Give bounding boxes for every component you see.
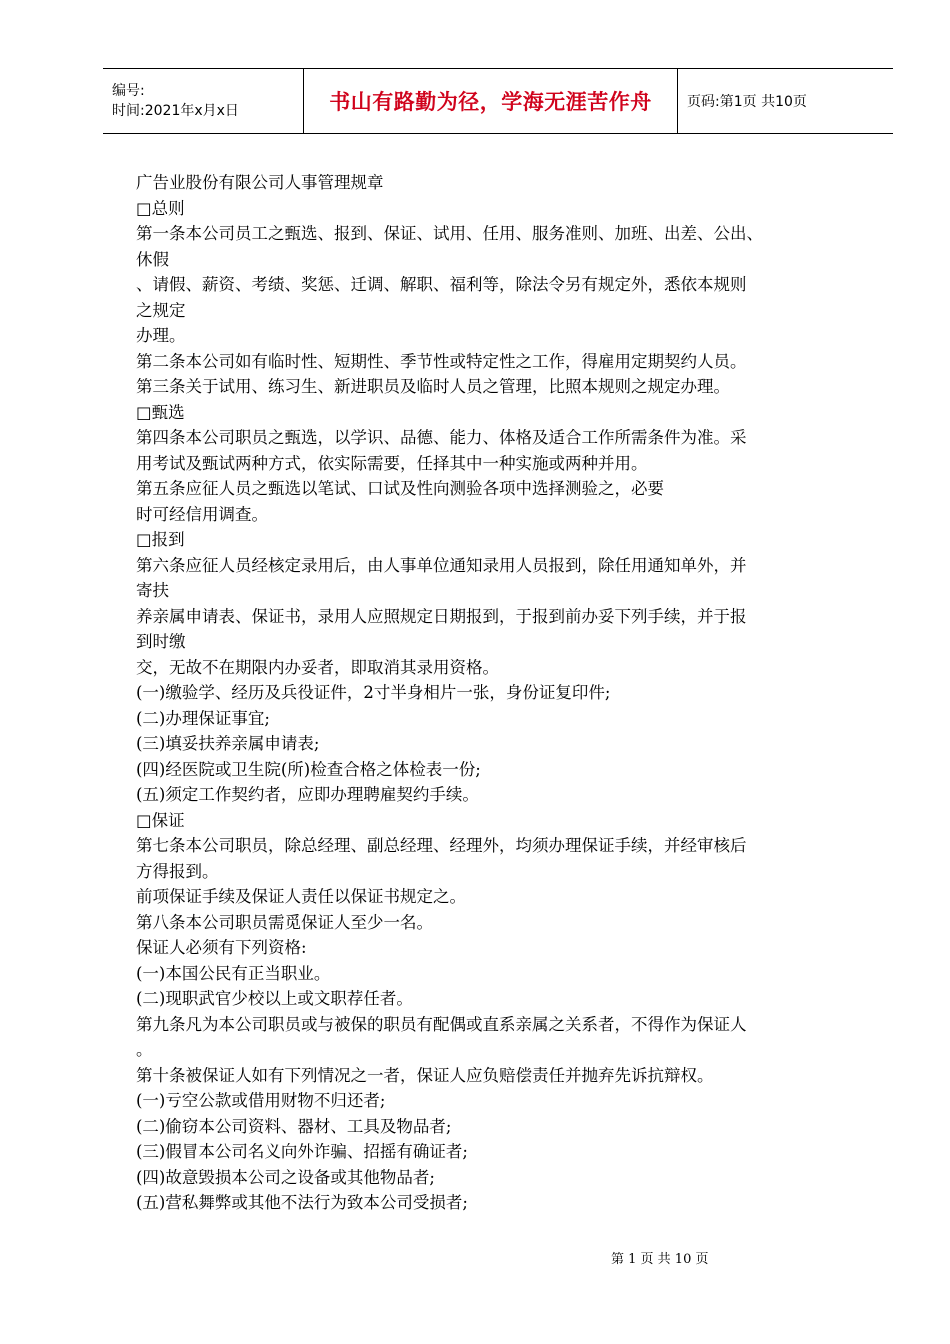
body-line: 到时缴 — [136, 632, 186, 651]
body-line: (三)假冒本公司名义向外诈骗、招摇有确证者; — [136, 1142, 468, 1161]
body-line: 第七条本公司职员，除总经理、副总经理、经理外，均须办理保证手续，并经审核后 — [136, 836, 747, 855]
body-line: 方得报到。 — [136, 861, 219, 881]
body-line: 寄扶 — [136, 581, 169, 600]
body-line: (四)故意毁损本公司之设备或其他物品者; — [136, 1167, 435, 1187]
header-motto: 书山有路勤为径，学海无涯苦作舟 — [329, 90, 652, 114]
body-line: (一)本国公民有正当职业。 — [136, 963, 331, 983]
body-line: 保证人必须有下列资格: — [136, 938, 307, 957]
body-line: 休假 — [136, 249, 169, 269]
body-line: 第五条应征人员之甄选以笔试、口试及性向测验各项中选择测验之，必要 — [136, 479, 664, 498]
body-line: 养亲属申请表、保证书，录用人应照规定日期报到，于报到前办妥下列手续，并于报 — [136, 606, 747, 626]
body-line: (三)填妥扶养亲属申请表; — [136, 734, 320, 753]
document-number-label: 编号: — [112, 83, 145, 99]
body-line: □保证 — [136, 810, 185, 830]
body-line: 时可经信用调查。 — [136, 504, 268, 524]
header-page-cell — [678, 69, 893, 133]
header-motto-cell — [304, 69, 678, 133]
body-line: □报到 — [136, 530, 185, 549]
body-line: 广告业股份有限公司人事管理规章 — [136, 173, 384, 192]
body-line: 之规定 — [136, 300, 186, 320]
body-line: (二)偷窃本公司资料、器材、工具及物品者; — [136, 1116, 452, 1136]
body-line: (二)办理保证事宜; — [136, 708, 270, 728]
body-line: (五)营私舞弊或其他不法行为致本公司受损者; — [136, 1193, 468, 1212]
body-line: 第十条被保证人如有下列情况之一者，保证人应负赔偿责任并抛弃先诉抗辩权。 — [136, 1065, 714, 1085]
header-meta-cell — [103, 69, 304, 133]
body-line: (一)缴验学、经历及兵役证件，2寸半身相片一张，身份证复印件; — [136, 683, 611, 702]
body-line: 交，无故不在期限内办妥者，即取消其录用资格。 — [136, 657, 499, 677]
body-line: 前项保证手续及保证人责任以保证书规定之。 — [136, 887, 466, 906]
document-date-label: 时间:2021年x月x日 — [112, 103, 239, 119]
body-line: 办理。 — [136, 326, 186, 345]
body-line: 第三条关于试用、练习生、新进职员及临时人员之管理，比照本规则之规定办理。 — [136, 377, 730, 396]
body-line: 、请假、薪资、考绩、奖惩、迁调、解职、福利等，除法令另有规定外，悉依本规则 — [136, 275, 747, 294]
body-line: 第二条本公司如有临时性、短期性、季节性或特定性之工作，得雇用定期契约人员。 — [136, 351, 747, 371]
body-line: 。 — [136, 1040, 153, 1059]
body-line: 第九条凡为本公司职员或与被保的职员有配偶或直系亲属之关系者，不得作为保证人 — [136, 1014, 747, 1034]
body-line: 第八条本公司职员需觅保证人至少一名。 — [136, 912, 433, 932]
body-line: 用考试及甄试两种方式，依实际需要，任择其中一种实施或两种并用。 — [136, 453, 648, 473]
body-line: (四)经医院或卫生院(所)检查合格之体检表一份; — [136, 759, 481, 779]
body-line: 第六条应征人员经核定录用后，由人事单位通知录用人员报到，除任用通知单外，并 — [136, 555, 747, 575]
header-page-number: 页码:第1页 共10页 — [687, 94, 807, 110]
body-line: (五)须定工作契约者，应即办理聘雇契约手续。 — [136, 785, 479, 804]
body-line: (二)现职武官少校以上或文职荐任者。 — [136, 989, 413, 1008]
document-body — [136, 170, 876, 1216]
page-footer: 第 1 页 共 10 页 — [611, 1252, 709, 1267]
body-line: □总则 — [136, 198, 185, 218]
body-line: 第四条本公司职员之甄选，以学识、品德、能力、体格及适合工作所需条件为准。采 — [136, 428, 747, 447]
body-line: □甄选 — [136, 402, 185, 422]
body-line: (一)亏空公款或借用财物不归还者; — [136, 1091, 386, 1110]
document-header — [103, 68, 893, 134]
body-line: 第一条本公司员工之甄选、报到、保证、试用、任用、服务准则、加班、出差、公出、 — [136, 224, 763, 243]
